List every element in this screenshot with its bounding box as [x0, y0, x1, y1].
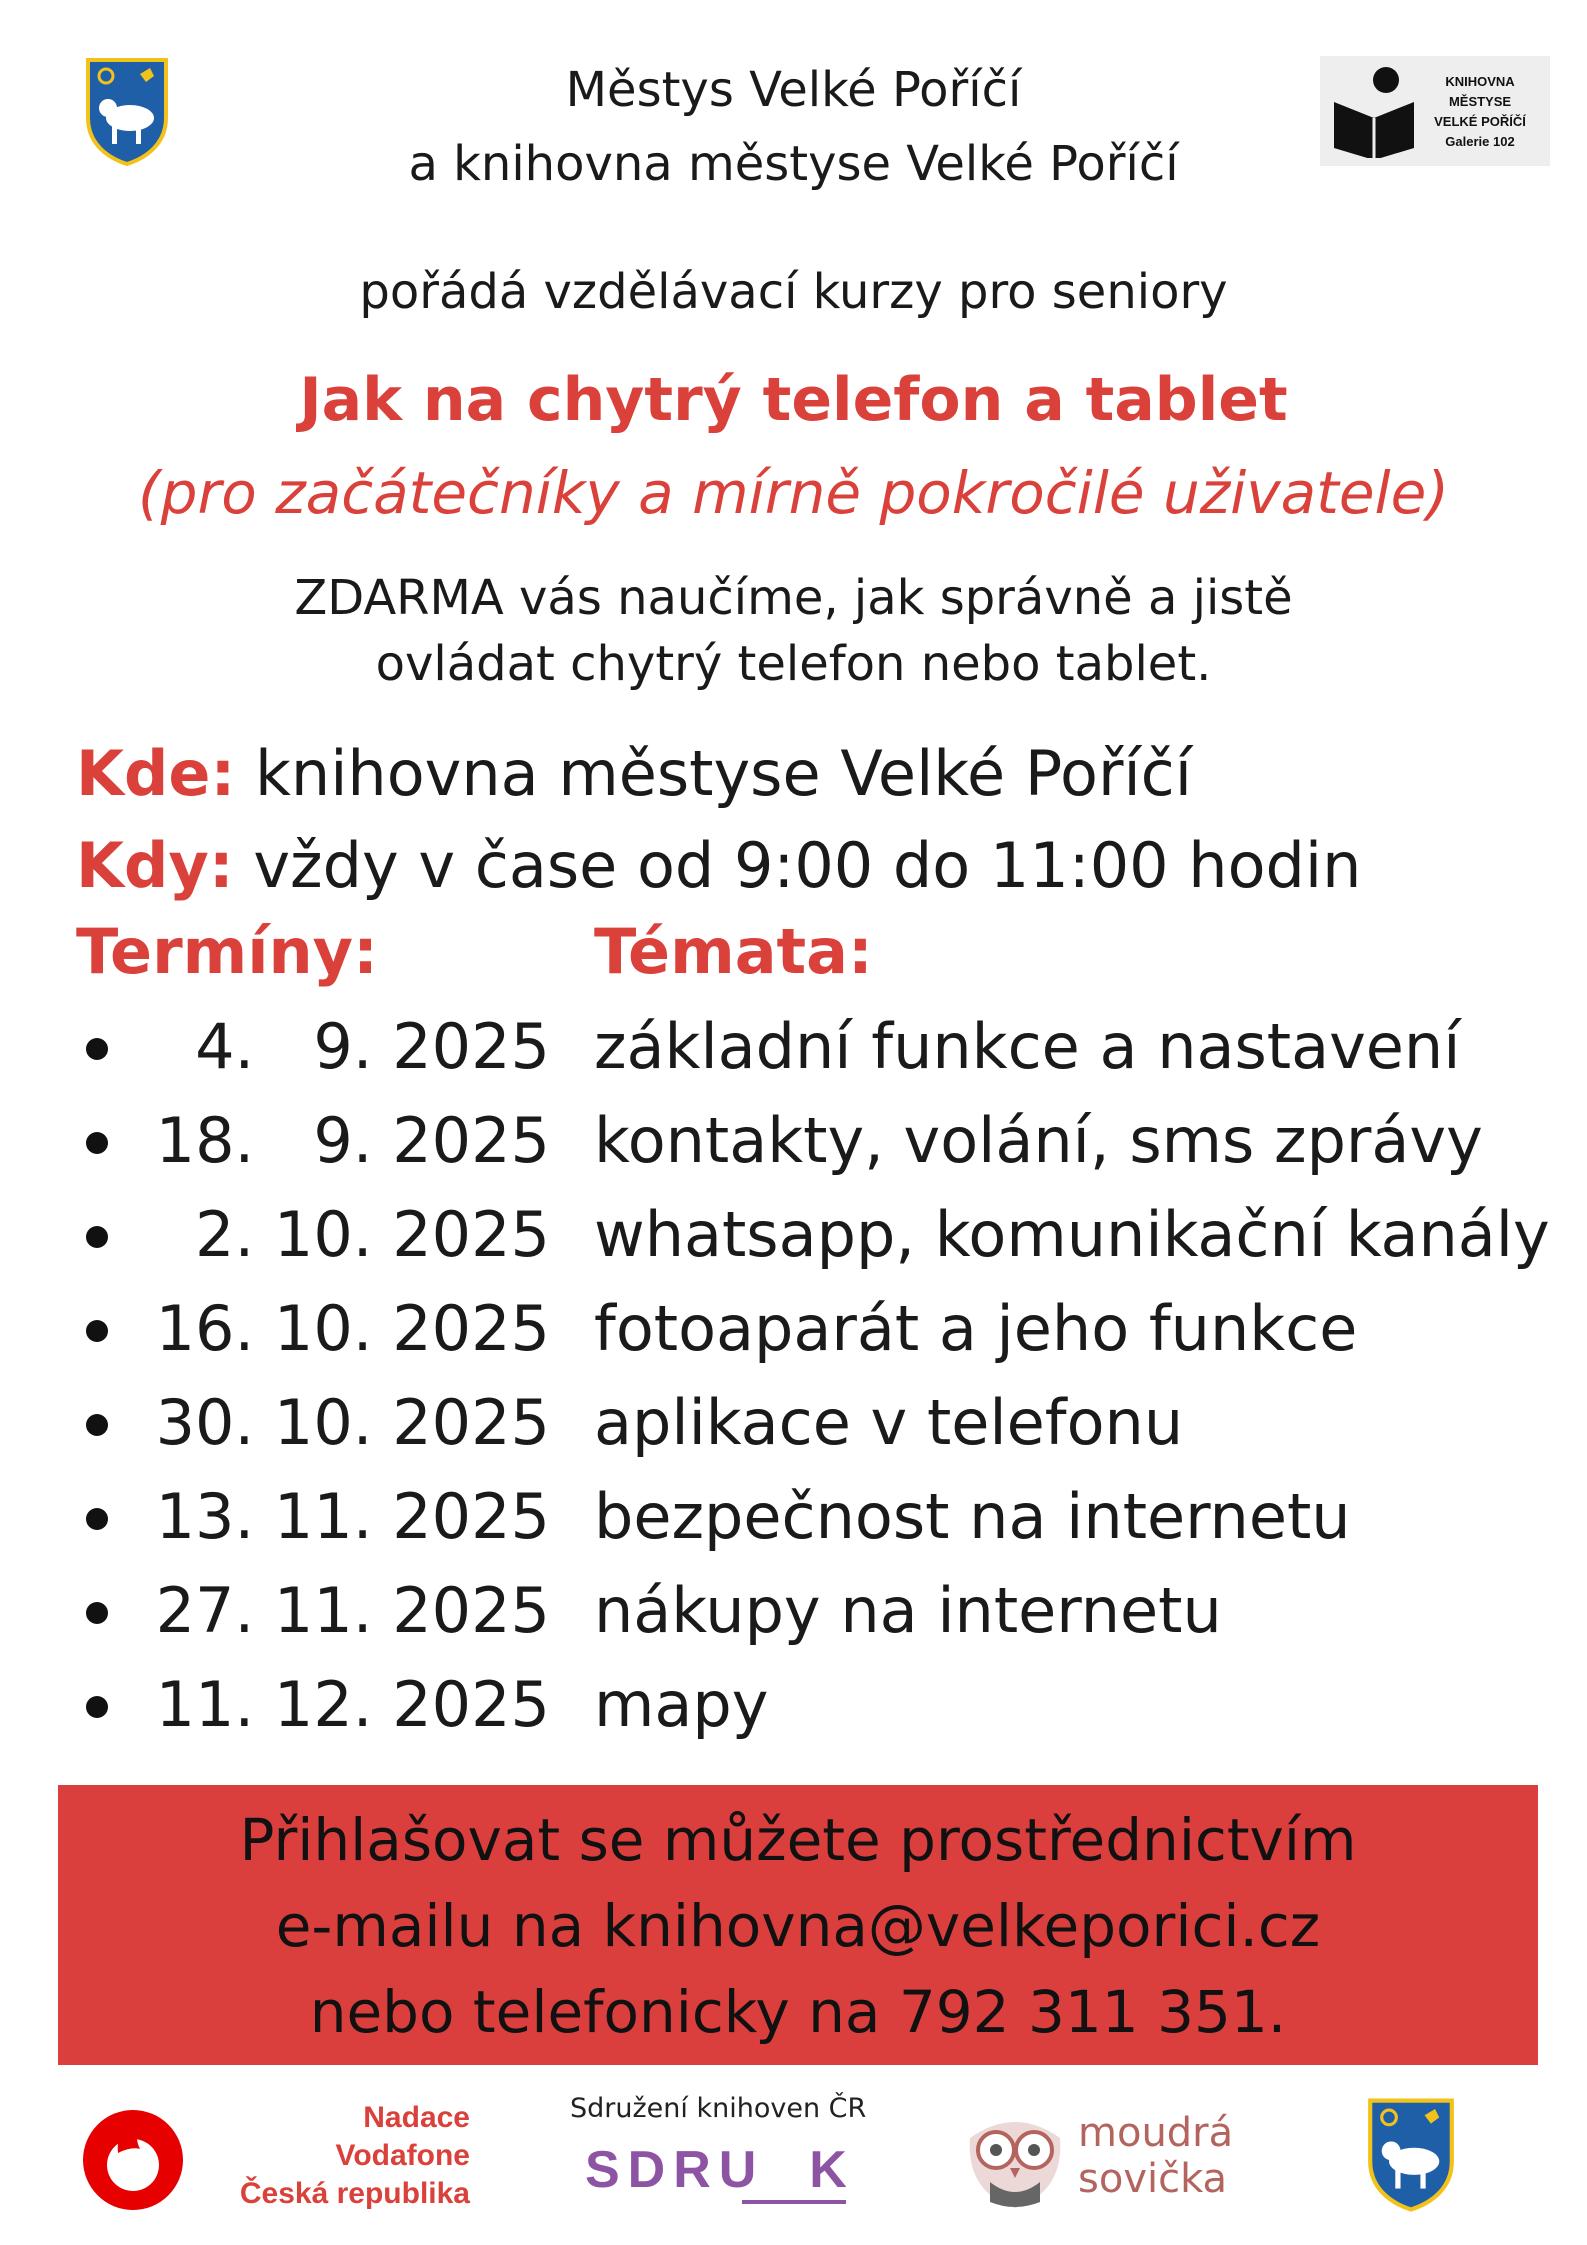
- sdruk-logo: SDRU K: [585, 2141, 855, 2199]
- schedule-date: 18. 9. 2025: [155, 1104, 550, 1177]
- bullet-icon: [86, 1132, 108, 1154]
- schedule-date: 13. 11. 2025: [155, 1480, 550, 1553]
- where-label: Kde:: [76, 737, 236, 810]
- bullet-icon: [86, 1696, 108, 1718]
- vodafone-icon: [78, 2105, 188, 2215]
- schedule-row: [0, 1094, 1587, 1188]
- course-subtitle: (pro začátečníky a mírně pokročilé uživatele): [138, 459, 1449, 527]
- schedule-date: 16. 10. 2025: [155, 1292, 550, 1365]
- description-line-2: ovládat chytrý telefon nebo tablet.: [375, 636, 1212, 692]
- library-logo: [1320, 56, 1550, 166]
- when-value: vždy v čase od 9:00 do 11:00 hodin: [253, 829, 1362, 902]
- schedule-topic: bezpečnost na internetu: [594, 1480, 1351, 1553]
- schedule-topic: kontakty, volání, sms zprávy: [594, 1104, 1483, 1177]
- organizer-line-1: Městys Velké Poříčí: [565, 62, 1022, 118]
- schedule-date: 4. 9. 2025: [195, 1010, 550, 1083]
- dates-header: Termíny:: [76, 915, 378, 988]
- intro-text: pořádá vzdělávací kurzy pro seniory: [359, 264, 1228, 320]
- schedule-row: [0, 1000, 1587, 1094]
- schedule-topic: whatsapp, komunikační kanály: [594, 1198, 1550, 1271]
- schedule-topic: nákupy na internetu: [594, 1574, 1222, 1647]
- vodafone-line-1: Nadace: [363, 2101, 470, 2134]
- schedule-date: 2. 10. 2025: [195, 1198, 550, 1271]
- signup-line-1: Přihlašovat se můžete prostřednictvím: [239, 1806, 1357, 1874]
- signup-email-line: e-mailu na knihovna@velkeporici.cz: [275, 1892, 1321, 1960]
- library-logo-line-3: VELKÉ POŘÍČÍ: [1434, 114, 1526, 129]
- schedule-topic: fotoaparát a jeho funkce: [594, 1292, 1358, 1365]
- owl-text-line-2: sovička: [1078, 2156, 1228, 2202]
- organizer-line-2: a knihovna městyse Velké Poříčí: [408, 136, 1179, 192]
- bullet-icon: [86, 1226, 108, 1248]
- vodafone-line-2: Vodafone: [335, 2139, 470, 2172]
- when-label: Kdy:: [76, 829, 234, 902]
- schedule-topic: aplikace v telefonu: [594, 1386, 1184, 1459]
- sdruk-book-underline: [742, 2200, 846, 2204]
- schedule-row: [0, 1376, 1587, 1470]
- topics-header: Témata:: [594, 915, 873, 988]
- when-row: [76, 826, 1361, 906]
- schedule-row: [0, 1282, 1587, 1376]
- schedule-date: 30. 10. 2025: [155, 1386, 550, 1459]
- coat-of-arms-icon: [1366, 2096, 1456, 2212]
- bullet-icon: [86, 1320, 108, 1342]
- schedule-topic: základní funkce a nastavení: [594, 1010, 1461, 1083]
- library-logo-line-2: MĚSTYSE: [1448, 94, 1512, 109]
- schedule-list: [0, 1000, 1587, 1752]
- bullet-icon: [86, 1038, 108, 1060]
- where-row: [76, 734, 1192, 814]
- library-logo-line-1: KNIHOVNA: [1445, 74, 1515, 89]
- course-title: Jak na chytrý telefon a tablet: [299, 365, 1288, 435]
- where-value: knihovna městyse Velké Poříčí: [255, 737, 1192, 810]
- schedule-row: [0, 1658, 1587, 1752]
- sdruk-caption: Sdružení knihoven ČR: [570, 2093, 867, 2124]
- schedule-row: [0, 1564, 1587, 1658]
- schedule-topic: mapy: [594, 1668, 769, 1741]
- description-line-1: ZDARMA vás naučíme, jak správně a jistě: [294, 570, 1293, 626]
- bullet-icon: [86, 1602, 108, 1624]
- schedule-row: [0, 1470, 1587, 1564]
- signup-box: [58, 1785, 1538, 2065]
- bullet-icon: [86, 1508, 108, 1530]
- owl-icon: [960, 2112, 1070, 2212]
- signup-phone-line: nebo telefonicky na 792 311 351.: [309, 1978, 1287, 2046]
- bullet-icon: [86, 1414, 108, 1436]
- owl-text-line-1: moudrá: [1078, 2110, 1234, 2156]
- library-logo-line-4: Galerie 102: [1445, 134, 1515, 149]
- schedule-row: [0, 1188, 1587, 1282]
- schedule-date: 27. 11. 2025: [155, 1574, 550, 1647]
- reading-person-icon: [1328, 64, 1422, 158]
- vodafone-line-3: Česká republika: [239, 2177, 470, 2210]
- schedule-date: 11. 12. 2025: [155, 1668, 550, 1741]
